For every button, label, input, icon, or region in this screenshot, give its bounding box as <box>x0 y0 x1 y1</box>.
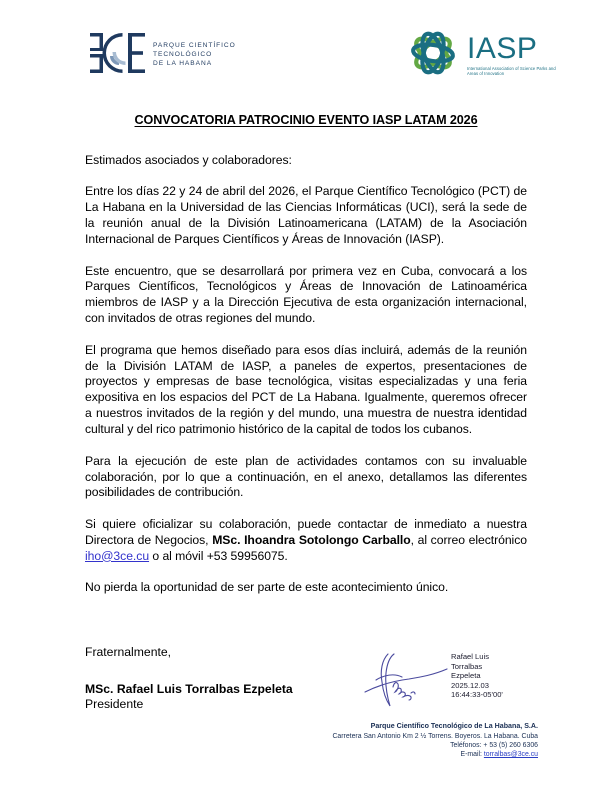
footer-email-link[interactable]: torralbas@3ce.cu <box>483 751 538 759</box>
signature-time: 16:44:33-05'00' <box>451 690 503 700</box>
contact-person-name: MSc. Ihoandra Sotolongo Carballo <box>212 532 411 547</box>
paragraph-5 <box>85 517 527 565</box>
logo-iasp-text <box>467 31 563 76</box>
contact-email-link[interactable]: iho@3ce.cu <box>85 548 150 563</box>
footer-company-name: Parque Científico Tecnológico de La Habana, S.A. <box>370 722 538 730</box>
handwritten-signature-icon <box>363 651 449 709</box>
logo-iasp <box>408 28 563 78</box>
signature-line-2: Torralbas <box>451 661 483 671</box>
paragraph-3: El programa que hemos diseñado para esos días incluirá, además de la reunión de la División LATAM de IASP, a paneles de expertos, presentaciones de proyectos y empresas de base tecnológica, visitas especializadas y una feria expositiva en los espacios del PCT de La Habana. Igualmente, queremos ofrecer a nuestros invitados de la región y del mundo, una muestra de nuestra identidad cultural y del rico patrimonio histórico de la capital de todos los cubanos. <box>85 342 527 437</box>
document-footer <box>0 722 612 760</box>
signature-line-1: Rafael Luis <box>451 652 489 661</box>
logo-3ce-wordmark <box>153 39 236 68</box>
digital-signature-stamp <box>363 651 527 713</box>
signer-name: MSc. Rafael Luis Torralbas Ezpeleta <box>85 682 293 696</box>
paragraph-5-text-2: , al correo electrónico <box>410 532 527 547</box>
document-body <box>85 112 527 596</box>
signature-block <box>85 645 527 720</box>
logo-3ce-mark-icon <box>88 30 146 76</box>
document-header <box>0 24 612 96</box>
logo-iasp-subtitle: International Association of Science Parks and Areas of Innovation <box>467 65 556 76</box>
paragraph-4: Para la ejecución de este plan de actividades contamos con su invaluable colaboración, por lo que a continuación, en el anexo, detallamos las diferentes posibilidades de contribución. <box>85 453 527 500</box>
logo-3ce-line-1: PARQUE CIENTÍFICO <box>153 41 236 49</box>
paragraph-2: Este encuentro, que se desarrollará por primera vez en Cuba, convocará a los Parques Científicos, Tecnológicos y Áreas de Innovación de Latinoamérica miembros de IASP y a la Dirección Ejecutiva de esta organización internacional, con invitados de otras regiones del mundo. <box>85 263 527 326</box>
paragraph-5-text-1: Si quiere oficializar su colaboración, puede contactar de inmediato a nuestra Directora de Negocios, <box>85 516 527 547</box>
footer-email-row <box>0 750 538 759</box>
page-title: CONVOCATORIA PATROCINIO EVENTO IASP LATAM 2026 <box>134 113 478 127</box>
signature-date: 2025.12.03 <box>451 680 490 690</box>
signer-role: Presidente <box>85 697 144 711</box>
logo-3ce <box>88 30 236 76</box>
salutation: Estimados asociados y colaboradores: <box>85 153 292 167</box>
logo-3ce-line-2: TECNOLÓGICO <box>153 50 213 58</box>
closing-line: Fraternalmente, <box>85 645 172 659</box>
footer-address: Carretera San Antonio Km 2 ½ Torrens. Boyeros. La Habana. Cuba <box>332 732 538 740</box>
footer-phone: Teléfonos: + 53 (5) 260 6306 <box>450 742 538 749</box>
logo-3ce-line-3: DE LA HABANA <box>153 59 213 67</box>
paragraph-6: No pierda la oportunidad de ser parte de este acontecimiento único. <box>85 580 449 595</box>
logo-iasp-wordmark: IASP <box>467 31 538 65</box>
signature-metadata <box>451 652 503 700</box>
paragraph-1: Entre los días 22 y 24 de abril del 2026, el Parque Científico Tecnológico (PCT) de La Habana en la Universidad de las Ciencias Informáticas (UCI), será la sede de la reunión anual de la División Latinoamericana (LATAM) de la Asociación Internacional de Parques Científicos y Áreas de Innovación (IASP). <box>85 184 527 247</box>
footer-email-label: E-mail: <box>460 751 484 759</box>
paragraph-5-text-3: o al móvil +53 59956075. <box>149 548 288 563</box>
signature-line-3: Ezpeleta <box>451 671 481 681</box>
logo-iasp-mark-icon <box>408 28 458 78</box>
